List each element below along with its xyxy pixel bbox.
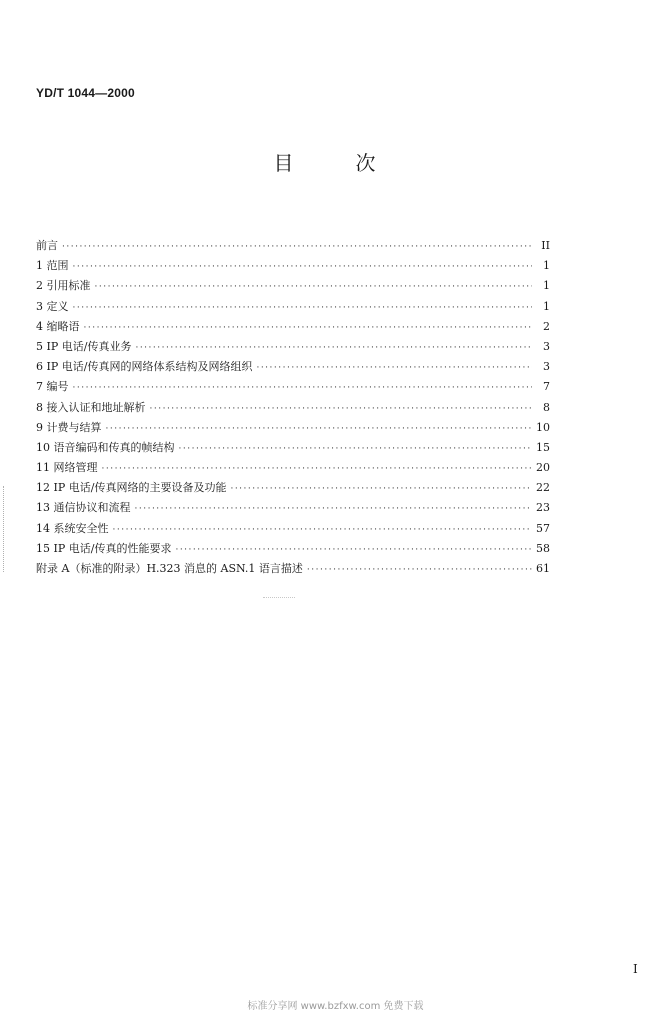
toc-entry-page: 20 xyxy=(536,461,550,475)
toc-entry-label: 4 缩略语 xyxy=(36,319,80,333)
toc-entry-3[interactable] xyxy=(36,297,550,317)
standard-code: YD/T 1044—2000 xyxy=(36,86,135,100)
dot-leader xyxy=(150,399,533,419)
toc-entry-2[interactable] xyxy=(36,276,550,296)
toc-entry-6[interactable] xyxy=(36,357,550,377)
dot-leader xyxy=(135,499,533,519)
dot-leader xyxy=(73,298,533,318)
toc-entry-label: 11 网络管理 xyxy=(36,461,98,475)
toc-entry-label: 7 编号 xyxy=(36,380,69,394)
toc-entry-5[interactable] xyxy=(36,337,550,357)
toc-entry-foreword[interactable] xyxy=(36,236,550,256)
dot-leader xyxy=(84,318,533,338)
toc-entry-10[interactable] xyxy=(36,438,550,458)
toc-entry-page: 10 xyxy=(536,420,550,434)
toc-entry-label: 10 语音编码和传真的帧结构 xyxy=(36,440,175,454)
toc-entry-9[interactable] xyxy=(36,418,550,438)
toc-entry-page: 7 xyxy=(543,380,550,394)
toc-entry-page: 23 xyxy=(536,501,550,515)
toc-entry-11[interactable] xyxy=(36,458,550,478)
dot-leader xyxy=(102,459,533,479)
toc-entry-4[interactable] xyxy=(36,317,550,337)
scan-specks xyxy=(263,597,295,602)
dot-leader xyxy=(62,237,532,257)
toc-entry-1[interactable] xyxy=(36,256,550,276)
toc-entry-page: 58 xyxy=(536,541,550,555)
toc-entry-label: 1 范围 xyxy=(36,259,69,273)
toc-entry-label: 13 通信协议和流程 xyxy=(36,501,131,515)
toc-entry-appendix-a[interactable] xyxy=(36,559,550,579)
watermark: 标准分享网 www.bzfxw.com 免费下载 xyxy=(247,1001,424,1012)
dot-leader xyxy=(256,358,532,378)
toc-entry-8[interactable] xyxy=(36,398,550,418)
toc-entry-label: 3 定义 xyxy=(36,299,69,313)
toc-entry-page: 2 xyxy=(543,319,550,333)
toc-entry-page: 1 xyxy=(543,279,550,293)
toc-entry-page: II xyxy=(541,239,550,252)
dot-leader xyxy=(135,338,532,358)
toc-entry-label: 9 计费与结算 xyxy=(36,420,102,434)
dot-leader xyxy=(73,257,533,277)
toc-entry-page: 57 xyxy=(536,521,550,535)
dot-leader xyxy=(179,439,533,459)
dot-leader xyxy=(175,540,532,560)
toc-entry-label: 14 系统安全性 xyxy=(36,521,109,535)
toc-entry-label: 8 接入认证和地址解析 xyxy=(36,400,146,414)
toc-entry-label: 6 IP 电话/传真网的网络体系结构及网络组织 xyxy=(36,360,253,374)
dot-leader xyxy=(307,560,532,580)
toc-entry-page: 1 xyxy=(543,299,550,313)
dot-leader xyxy=(230,479,532,499)
page-title: 目次 xyxy=(273,151,438,175)
toc-entry-label: 15 IP 电话/传真的性能要求 xyxy=(36,541,172,555)
dot-leader xyxy=(113,520,533,540)
toc-entry-page: 1 xyxy=(543,259,550,273)
toc-entry-14[interactable] xyxy=(36,519,550,539)
table-of-contents xyxy=(36,236,550,579)
dot-leader xyxy=(106,419,533,439)
toc-entry-label: 前言 xyxy=(36,239,58,252)
toc-entry-page: 3 xyxy=(543,339,550,353)
page-number: I xyxy=(633,962,638,976)
toc-entry-12[interactable] xyxy=(36,478,550,498)
toc-entry-page: 8 xyxy=(543,400,550,414)
toc-entry-label: 附录 A（标准的附录）H.323 消息的 ASN.1 语言描述 xyxy=(36,562,303,575)
toc-entry-15[interactable] xyxy=(36,539,550,559)
toc-entry-7[interactable] xyxy=(36,377,550,397)
toc-entry-page: 3 xyxy=(543,360,550,374)
toc-entry-page: 22 xyxy=(536,481,550,495)
dot-leader xyxy=(73,378,533,398)
toc-entry-label: 5 IP 电话/传真业务 xyxy=(36,339,132,353)
toc-entry-page: 15 xyxy=(536,440,550,454)
toc-entry-page: 61 xyxy=(536,562,550,575)
toc-entry-13[interactable] xyxy=(36,498,550,518)
toc-entry-label: 12 IP 电话/传真网络的主要设备及功能 xyxy=(36,481,227,495)
dot-leader xyxy=(95,277,533,297)
toc-entry-label: 2 引用标准 xyxy=(36,279,91,293)
scan-margin-marks xyxy=(3,486,10,572)
